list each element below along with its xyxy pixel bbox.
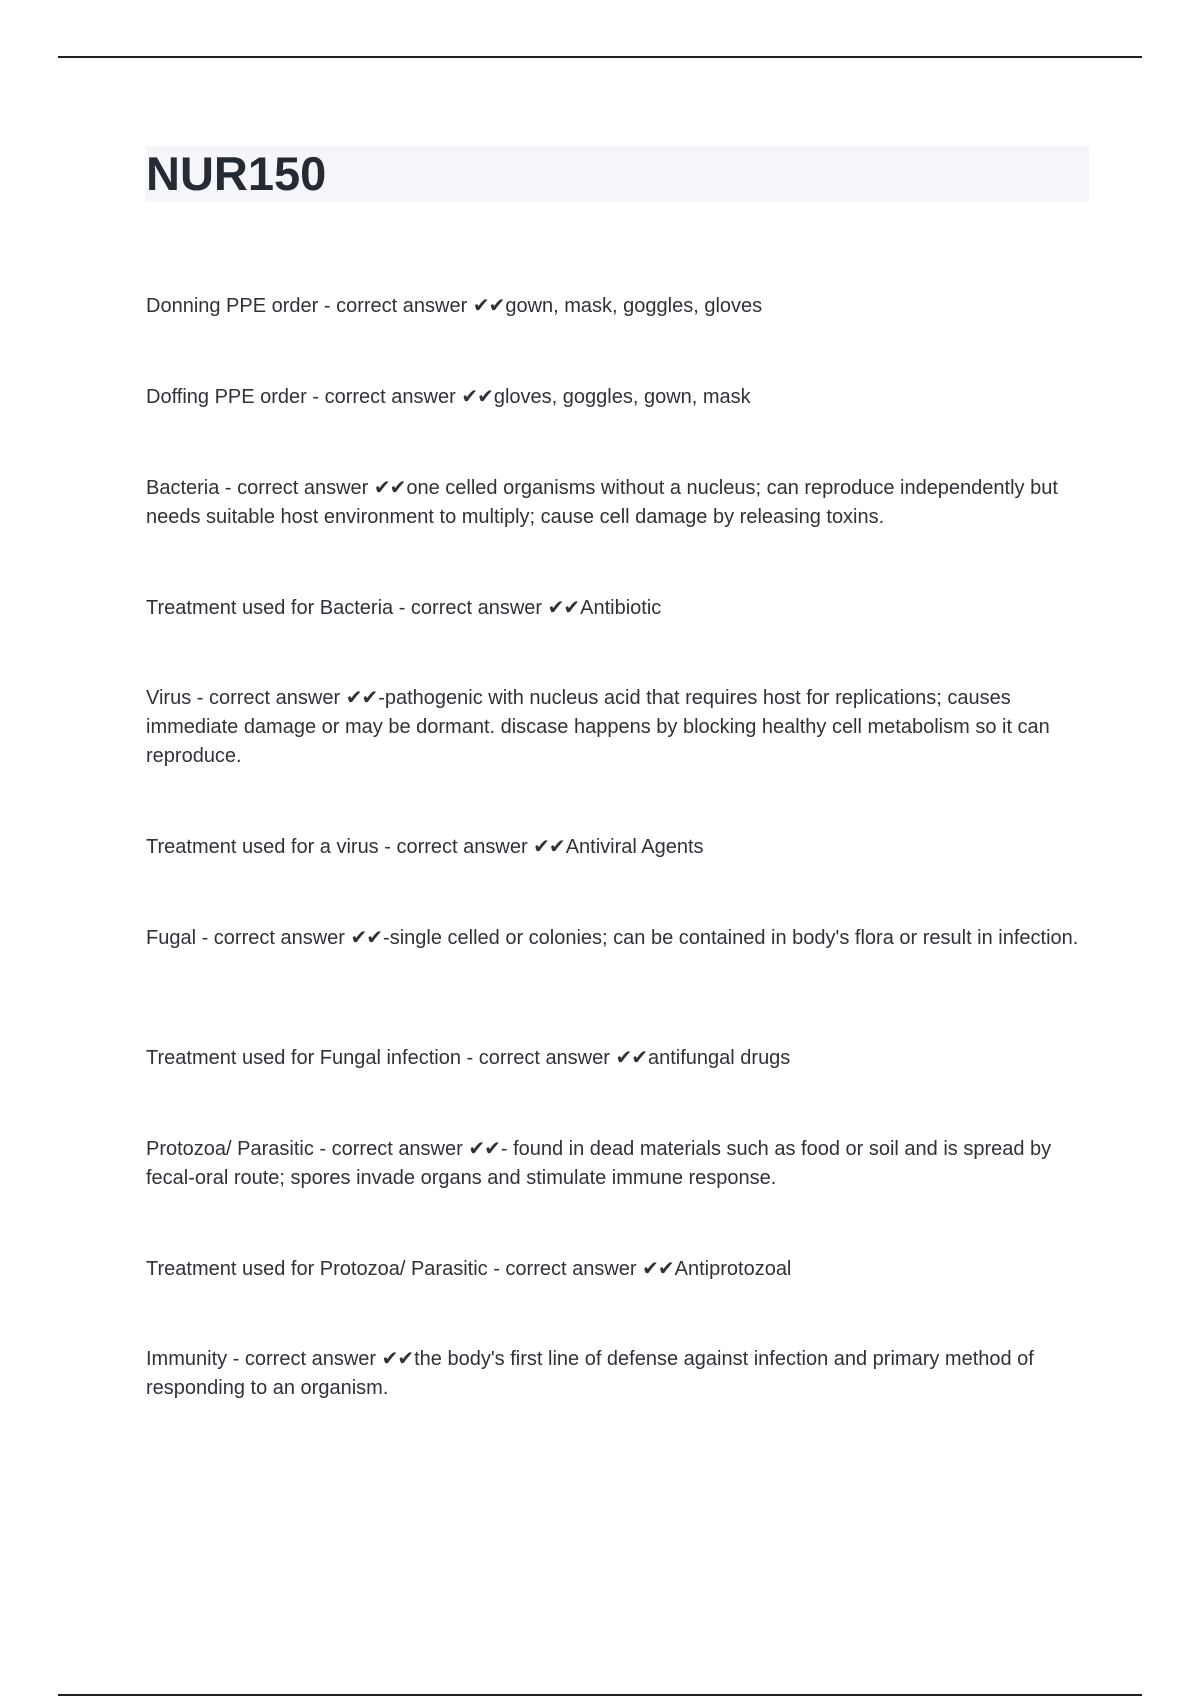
check-icon: ✔✔ <box>472 295 505 317</box>
check-icon: ✔✔ <box>345 687 378 709</box>
check-icon: ✔✔ <box>381 1348 414 1370</box>
check-icon: ✔✔ <box>350 927 383 949</box>
top-rule <box>58 56 1142 58</box>
check-icon: ✔✔ <box>461 386 493 408</box>
check-icon: ✔✔ <box>642 1258 674 1280</box>
qa-answer: Antiprotozoal <box>674 1258 792 1280</box>
qa-separator: - correct answer <box>393 597 548 619</box>
qa-answer: gloves, goggles, gown, mask <box>493 386 751 408</box>
check-icon: ✔✔ <box>533 836 565 858</box>
qa-term: Treatment used for Fungal infection <box>146 1047 461 1069</box>
qa-answer: -pathogenic with nucleus acid that requires host for replications; causes immediate damage or may be dormant. discase happens by blocking healthy cell metabolism so it can reproduce. <box>146 687 1050 767</box>
qa-answer: - found in dead materials such as food or soil and is spread by fecal-oral route; spores invade organs and stimulate immune response. <box>146 1138 1052 1189</box>
qa-term: Immunity <box>146 1348 228 1370</box>
qa-item-fungal <box>146 924 1086 953</box>
check-icon: ✔✔ <box>373 477 406 499</box>
qa-separator: - correct answer <box>378 836 534 858</box>
document-title: NUR150 <box>146 147 327 200</box>
qa-term: Bacteria <box>146 477 220 499</box>
check-icon: ✔✔ <box>547 597 580 619</box>
qa-answer: the body's first line of defense against infection and primary method of responding to an organism. <box>146 1348 1034 1399</box>
check-icon: ✔✔ <box>468 1138 500 1160</box>
qa-term: Treatment used for Bacteria <box>146 597 394 619</box>
qa-separator: - correct answer <box>306 386 462 408</box>
qa-term: Doffing PPE order <box>146 386 307 408</box>
qa-separator: - correct answer <box>196 927 351 949</box>
qa-separator: - correct answer <box>227 1348 382 1370</box>
qa-term: Fugal <box>146 927 197 949</box>
qa-answer: -single celled or colonies; can be contained in body's flora or result in infection. <box>383 927 1079 949</box>
qa-item-protozoa <box>146 1135 1086 1193</box>
qa-separator: - correct answer <box>460 1047 616 1069</box>
qa-separator: - correct answer <box>313 1138 469 1160</box>
qa-term: Donning PPE order <box>146 295 319 317</box>
qa-item-virus <box>146 684 1086 771</box>
qa-separator: - correct answer <box>191 687 346 709</box>
qa-item-doffing-ppe <box>146 383 1086 412</box>
qa-item-virus-treatment <box>146 833 1086 862</box>
qa-item-bacteria <box>146 474 1086 532</box>
qa-separator: - correct answer <box>487 1258 643 1280</box>
qa-answer: one celled organisms without a nucleus; can reproduce independently but needs suitable host environment to multiply; cause cell damage by releasing toxins. <box>146 477 1058 528</box>
qa-term: Virus <box>146 687 192 709</box>
bottom-rule <box>58 1694 1142 1696</box>
qa-item-immunity <box>146 1345 1086 1403</box>
qa-term: Treatment used for Protozoa/ Parasitic <box>146 1258 488 1280</box>
check-icon: ✔✔ <box>615 1047 647 1069</box>
qa-answer: gown, mask, goggles, gloves <box>505 295 763 317</box>
qa-separator: - correct answer <box>318 295 473 317</box>
qa-term: Treatment used for a virus <box>146 836 379 858</box>
qa-term: Protozoa/ Parasitic <box>146 1138 314 1160</box>
qa-item-fungal-treatment <box>146 1044 1086 1073</box>
qa-item-donning-ppe <box>146 292 1086 321</box>
qa-item-bacteria-treatment <box>146 594 1086 623</box>
qa-answer: antifungal drugs <box>647 1047 791 1069</box>
qa-answer: Antiviral Agents <box>565 836 704 858</box>
qa-answer: Antibiotic <box>580 597 662 619</box>
qa-item-protozoa-treatment <box>146 1255 1086 1284</box>
qa-separator: - correct answer <box>219 477 374 499</box>
